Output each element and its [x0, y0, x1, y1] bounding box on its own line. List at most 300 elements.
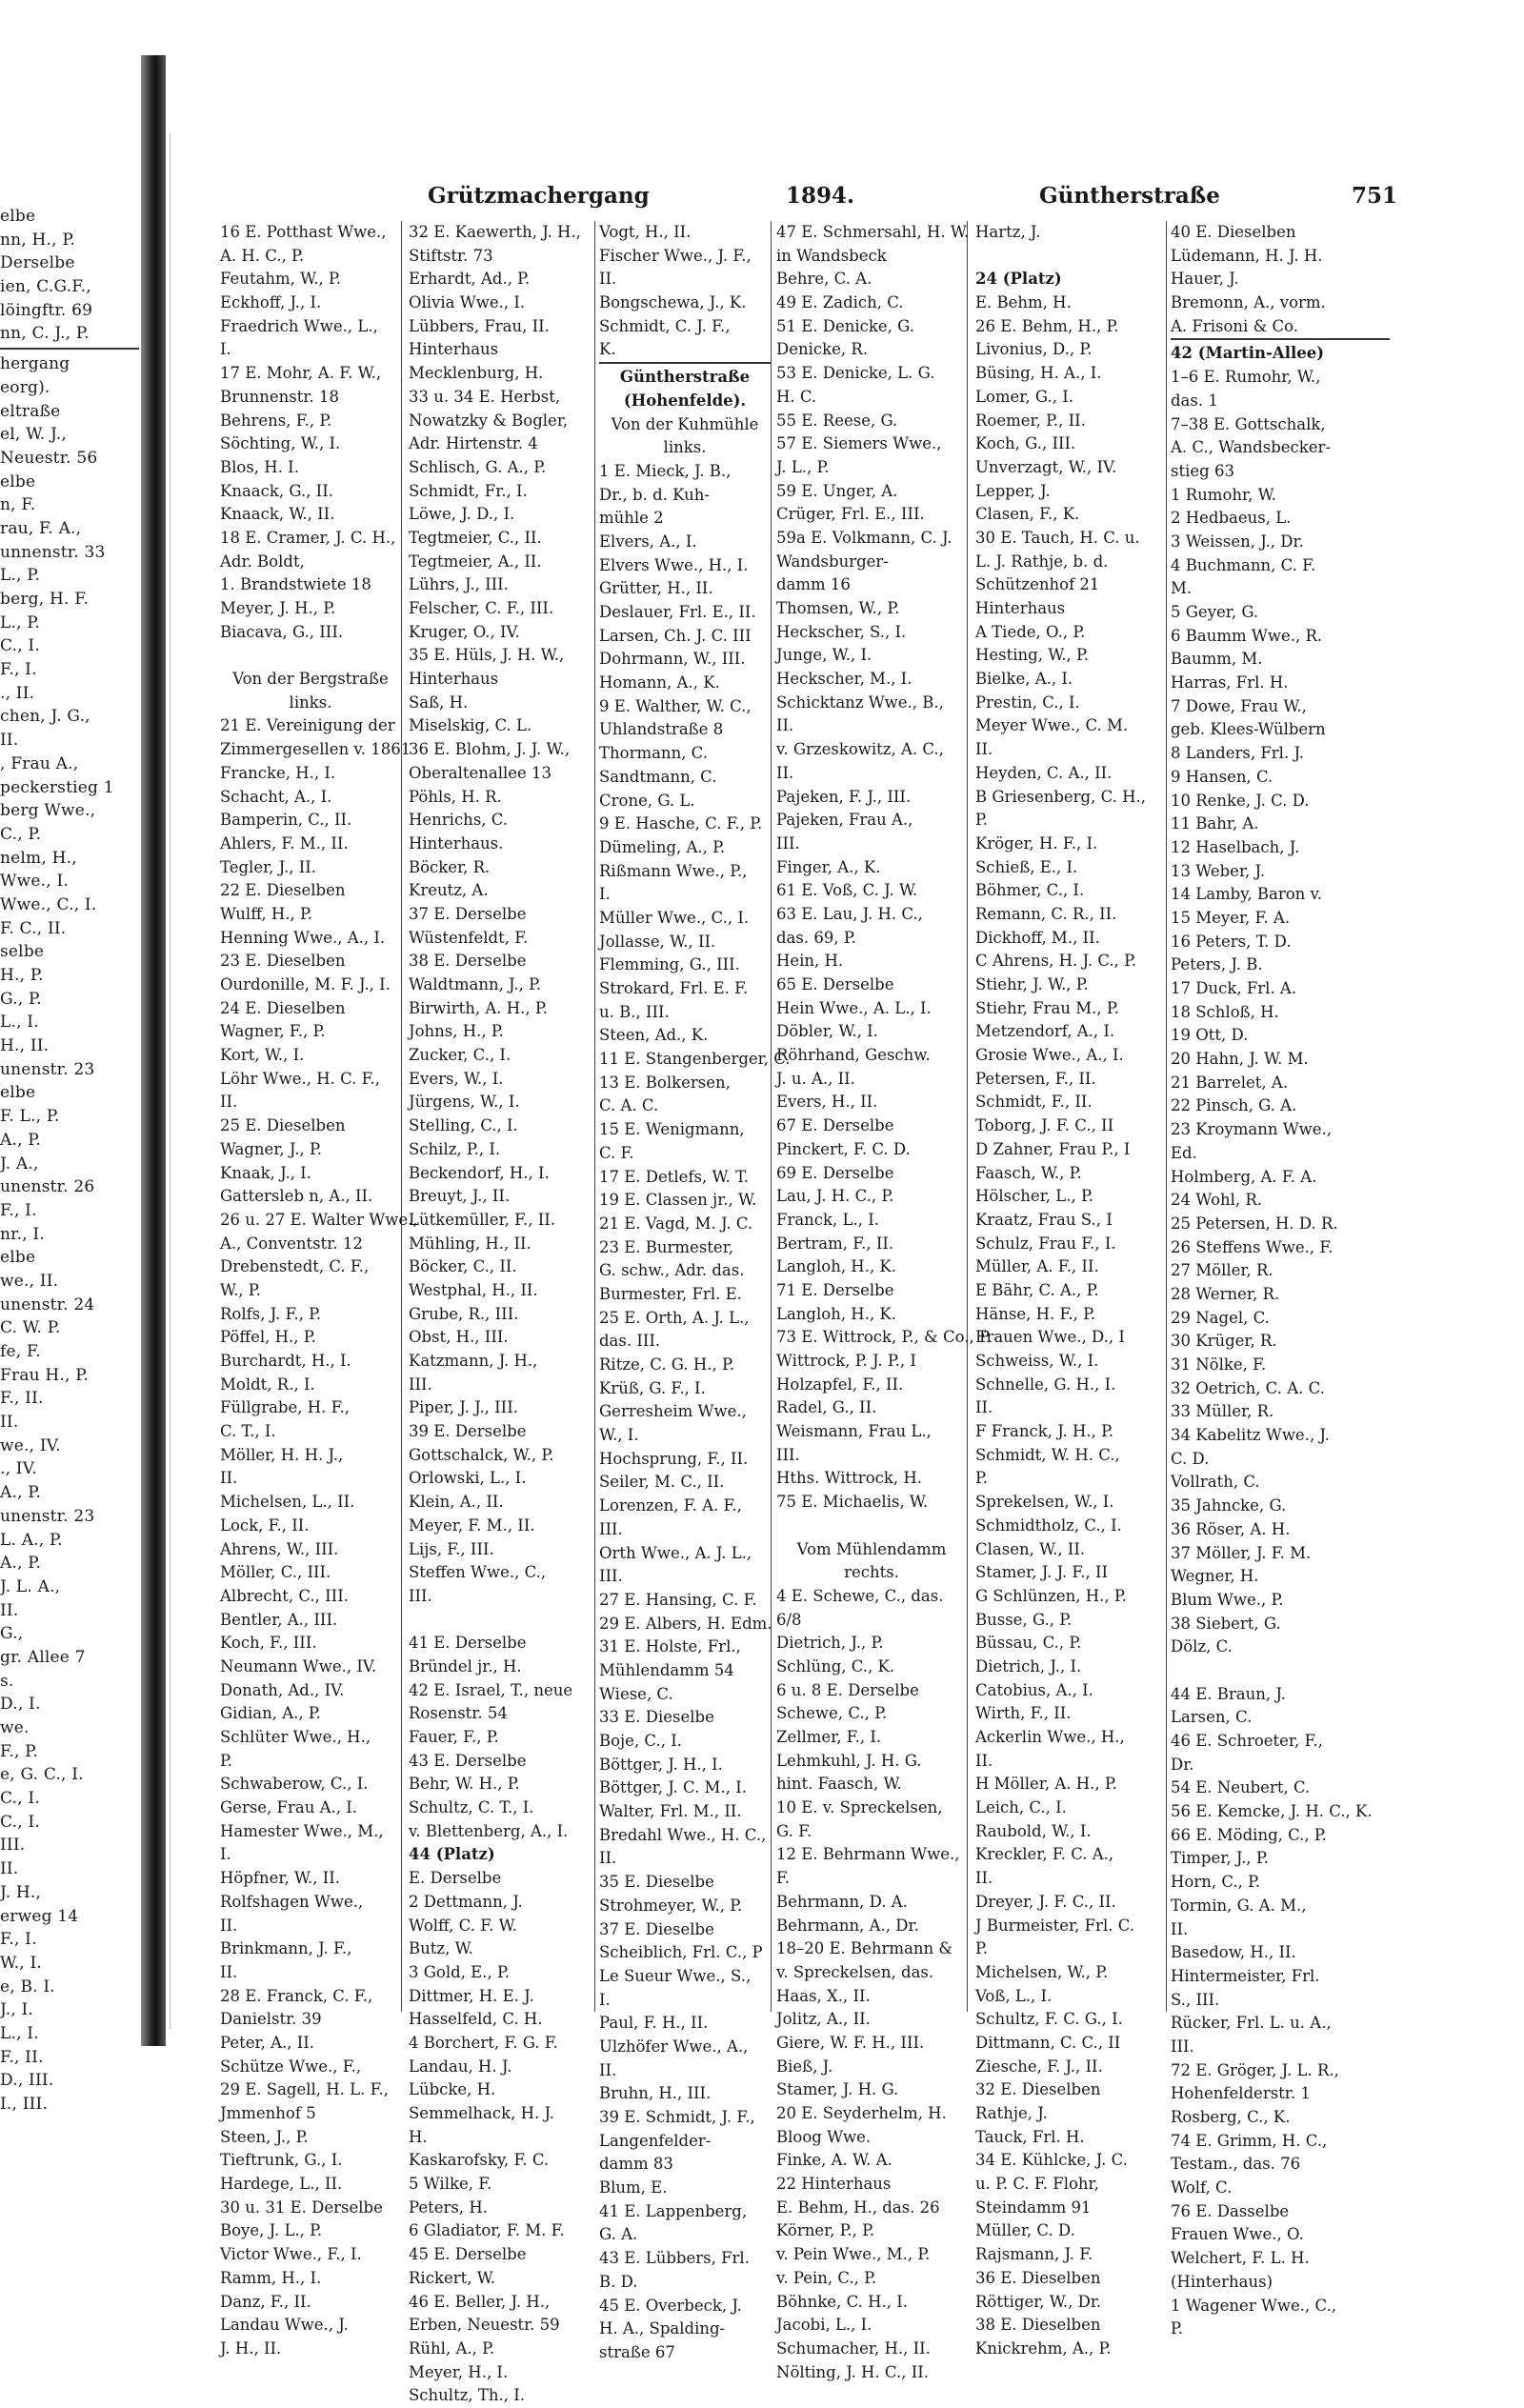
directory-entry-line: E. Behm, H., das. 26: [776, 2197, 940, 2217]
directory-entry-line: I.: [599, 1990, 611, 2009]
directory-entry-line: Wandsburger-: [776, 552, 889, 571]
directory-entry-line: Ourdonille, M. F. J., I.: [220, 975, 391, 993]
directory-entry-line: 23 Kroymann Wwe.,: [1171, 1120, 1333, 1139]
directory-entry-line: W., I.: [599, 1426, 639, 1445]
directory-entry-line: Ziesche, F. J., II.: [975, 2057, 1103, 2076]
directory-entry-line: 26 u. 27 E. Walter Wwe.,: [220, 1210, 418, 1229]
directory-entry-line: Testam., das. 76: [1171, 2155, 1301, 2174]
facing-page-line: I., III.: [0, 2095, 49, 2114]
directory-entry-line: 31 Nölke, F.: [1171, 1355, 1267, 1374]
directory-entry-line: 17 E. Mohr, A. F. W.,: [220, 364, 382, 383]
directory-entry-line: Büsing, H. A., I.: [975, 364, 1102, 383]
directory-entry-line: Tegler, J., II.: [220, 857, 317, 876]
directory-entry-line: Evers, W., I.: [409, 1069, 504, 1088]
directory-entry-line: 26 Steffens Wwe., F.: [1171, 1237, 1334, 1256]
directory-entry-line: Schnelle, G. H., I.: [975, 1375, 1116, 1394]
directory-entry-line: 8 Landers, Frl. J.: [1171, 744, 1305, 763]
directory-entry-line: Toborg, J. F. C., II: [975, 1116, 1114, 1135]
directory-entry-line: 73 E. Wittrock, P., & Co., P.: [776, 1328, 992, 1347]
directory-entry-line: u. B., III.: [599, 1002, 670, 1021]
directory-entry-line: hint. Faasch, W.: [776, 1775, 902, 1794]
directory-entry-line: 21 E. Vereinigung der: [220, 716, 395, 735]
directory-entry-line: Müller, C. D.: [975, 2221, 1075, 2240]
facing-page-line: L., I.: [0, 2023, 39, 2043]
directory-entry-line: Löhr Wwe., H. C. F.,: [220, 1069, 381, 1088]
directory-entry-line: Kröger, H. F., I.: [975, 833, 1098, 853]
directory-entry-line: Rolfs, J. F., P.: [220, 1304, 322, 1323]
directory-entry-line: 38 E. Dieselben: [975, 2316, 1101, 2335]
directory-entry-line: Bredahl Wwe., H. C.,: [599, 1825, 767, 1844]
directory-entry-line: II.: [599, 1849, 617, 1868]
directory-entry-line: Piper, J. J., III.: [409, 1398, 518, 1417]
directory-entry-line: Catobius, A., I.: [975, 1680, 1093, 1699]
facing-page-line: D., I.: [0, 1695, 41, 1715]
facing-page-line: nn, C. J., P.: [0, 324, 90, 344]
facing-page-line: rau, F. A.,: [0, 518, 82, 538]
directory-entry-line: 25 Petersen, H. D. R.: [1171, 1214, 1338, 1233]
directory-entry-line: Schmidt, Fr., I.: [409, 481, 528, 500]
directory-entry-line: Tauck, Frl. H.: [975, 2127, 1085, 2146]
directory-column-4: [776, 221, 992, 2381]
directory-entry-line: Lüdemann, H. J. H.: [1171, 246, 1323, 265]
directory-entry-line: Sandtmann, C.: [599, 767, 717, 786]
directory-entry-line: 25 E. Orth, A. J. L.,: [599, 1308, 750, 1327]
directory-entry-line: C Ahrens, H. J. C., P.: [975, 952, 1137, 971]
directory-entry-line: Behrmann, D. A.: [776, 1892, 908, 1911]
directory-entry-line: 28 E. Franck, C. F.,: [220, 1986, 373, 2005]
directory-entry-line: Neumann Wwe., IV.: [220, 1656, 377, 1676]
directory-entry-line: 24 Wohl, R.: [1171, 1191, 1263, 1210]
directory-entry-line: Albrecht, C., III.: [220, 1586, 349, 1605]
directory-entry-line: Lorenzen, F. A. F.,: [599, 1496, 742, 1515]
directory-entry-line: Meyer, H., I.: [409, 2362, 509, 2381]
directory-entry-line: Evers, H., II.: [776, 1093, 878, 1112]
directory-entry-line: Böcker, R.: [409, 857, 491, 876]
directory-entry-line: Tormin, G. A. M.,: [1171, 1896, 1307, 1915]
directory-entry-line: Behre, C. A.: [776, 270, 872, 289]
directory-entry-line: Brinkmann, J. F.,: [220, 1939, 352, 1958]
directory-entry-line: Butz, W.: [409, 1939, 473, 1958]
directory-entry-line: Schlüng, C., K.: [776, 1656, 895, 1676]
facing-page-line: L., I.: [0, 1013, 39, 1033]
directory-entry-line: Elvers, A., I.: [599, 532, 697, 551]
directory-entry-line: Klein, A., II.: [409, 1493, 504, 1512]
directory-entry-line: Lijs, F., III.: [409, 1539, 494, 1558]
directory-entry-line: 28 Werner, R.: [1171, 1284, 1280, 1303]
directory-entry-line: Knaack, G., II.: [220, 481, 333, 500]
directory-entry-line: Strokard, Frl. E. F.: [599, 979, 749, 997]
directory-entry-line: Fraedrich Wwe., L.,: [220, 316, 378, 335]
directory-entry-line: 9 E. Hasche, C. F., P.: [599, 814, 763, 833]
facing-page-line: Neuestr. 56: [0, 448, 98, 468]
directory-entry-line: II.: [599, 2060, 617, 2079]
section-rule: [1171, 338, 1390, 340]
directory-entry-line: A. C., Wandsbecker-: [1171, 438, 1331, 457]
directory-entry-line: 18 Schloß, H.: [1171, 1002, 1279, 1021]
directory-entry-line: Henning Wwe., A., I.: [220, 928, 386, 947]
directory-entry-line: 3 Weissen, J., Dr.: [1171, 532, 1304, 551]
directory-entry-line: Heyden, C. A., II.: [975, 763, 1113, 782]
directory-entry-line: II.: [220, 1093, 238, 1112]
directory-entry-line: 42 E. Israel, T., neue: [409, 1680, 573, 1699]
facing-page-line: A., P.: [0, 1554, 42, 1574]
facing-page-line: A., P.: [0, 1483, 42, 1503]
directory-entry-line: Lübcke, H.: [409, 2080, 496, 2099]
directory-entry-line: Burmester, Frl. E.: [599, 1284, 742, 1303]
directory-entry-line: Vom Mühlendamm: [796, 1539, 947, 1558]
directory-entry-line: 75 E. Michaelis, W.: [776, 1493, 929, 1512]
directory-entry-line: 17 Duck, Frl. A.: [1171, 979, 1297, 997]
facing-page-line: unenstr. 24: [0, 1294, 95, 1314]
directory-entry-line: II.: [776, 716, 794, 735]
directory-entry-line: Hintermeister, Frl.: [1171, 1966, 1320, 1985]
directory-entry-line: W., P.: [220, 1280, 261, 1299]
directory-entry-line: 9 Hansen, C.: [1171, 767, 1273, 786]
directory-entry-line: links.: [663, 438, 707, 457]
directory-entry-line: 40 E. Dieselben: [1171, 223, 1296, 241]
directory-entry-line: Meyer Wwe., C. M.: [975, 716, 1129, 735]
directory-entry-line: 29 E. Sagell, H. L. F.,: [220, 2080, 389, 2099]
directory-entry-line: Böcker, C., II.: [409, 1257, 517, 1276]
directory-entry-line: Finger, A., K.: [776, 857, 881, 876]
directory-entry-line: Hasselfeld, C. H.: [409, 2010, 543, 2029]
directory-entry-line: 20 E. Seyderhelm, H.: [776, 2104, 947, 2122]
directory-entry-line: 13 E. Bolkersen,: [599, 1073, 731, 1092]
directory-entry-line: K.: [599, 340, 616, 359]
directory-entry-line: 7 Dowe, Frau W.,: [1171, 696, 1307, 715]
directory-entry-line: Schlisch, G. A., P.: [409, 457, 547, 476]
directory-entry-line: Leich, C., I.: [975, 1798, 1067, 1817]
directory-entry-line: Döbler, W., I.: [776, 1022, 878, 1041]
directory-entry-line: 21 Barrelet, A.: [1171, 1073, 1289, 1092]
directory-entry-line: Ahrens, W., III.: [220, 1539, 339, 1558]
facing-page-line: eltraße: [0, 401, 61, 421]
directory-entry-line: 74 E. Grimm, H. C.,: [1171, 2131, 1328, 2150]
directory-entry-line: C. A. C.: [599, 1096, 659, 1115]
directory-entry-line: 2 Dettmann, J.: [409, 1892, 523, 1911]
directory-entry-line: Weismann, Frau L.,: [776, 1422, 932, 1441]
facing-page-line: W., I.: [0, 1953, 43, 1973]
facing-page-line: II.: [0, 1413, 19, 1433]
directory-entry-line: Hölscher, L., P.: [975, 1187, 1093, 1206]
facing-page-line: fe, F.: [0, 1342, 41, 1361]
directory-entry-line: 53 E. Denicke, L. G.: [776, 364, 935, 383]
directory-entry-line: III.: [776, 833, 800, 853]
directory-entry-line: 35 E. Hüls, J. H. W.,: [409, 646, 565, 665]
facing-page-line: unenstr. 23: [0, 1059, 95, 1079]
directory-entry-line: Sprekelsen, W., I.: [975, 1493, 1114, 1512]
facing-page-line: Derselbe: [0, 253, 75, 273]
facing-page-line: III.: [0, 1836, 26, 1856]
directory-entry-line: 5 Geyer, G.: [1171, 603, 1259, 621]
directory-entry-line: 27 Möller, R.: [1171, 1261, 1273, 1280]
facing-page-line: H., II.: [0, 1036, 50, 1056]
directory-entry-line: Mühlendamm 54: [599, 1660, 734, 1679]
directory-entry-line: Von der Kuhmühle: [611, 414, 759, 433]
directory-entry-line: Höpfner, W., II.: [220, 1869, 341, 1888]
directory-entry-line: 23 E. Dieselben: [220, 952, 346, 971]
page-number: 751: [1352, 183, 1398, 209]
directory-entry-line: 56 E. Kemcke, J. H. C., K.: [1171, 1802, 1373, 1821]
directory-entry-line: Franck, L., I.: [776, 1210, 879, 1229]
directory-entry-line: 36 E. Dieselben: [975, 2268, 1101, 2287]
facing-page-line: nn, H., P.: [0, 230, 76, 250]
directory-entry-line: Schultz, F. C. G., I.: [975, 2010, 1123, 2029]
directory-entry-line: 15 E. Wenigmann,: [599, 1120, 745, 1139]
directory-entry-line: Michelsen, L., II.: [220, 1493, 355, 1512]
directory-entry-line: 22 Hinterhaus: [776, 2175, 892, 2194]
directory-entry-line: Böttger, J. H., I.: [599, 1755, 723, 1774]
facing-page-line: n, F.: [0, 495, 36, 515]
directory-entry-line: 30 u. 31 E. Derselbe: [220, 2197, 383, 2217]
directory-entry-line: Clasen, F., K.: [975, 505, 1080, 524]
directory-entry-line: Dickhoff, M., II.: [975, 928, 1100, 947]
directory-entry-line: links.: [289, 692, 332, 712]
directory-entry-line: Röhrhand, Geschw.: [776, 1046, 931, 1065]
directory-entry-line: Bongschewa, J., K.: [599, 293, 747, 312]
directory-entry-line: stieg 63: [1171, 461, 1234, 480]
facing-page-line: II.: [0, 1859, 19, 1879]
directory-entry-line: 47 E. Schmersahl, H. W.: [776, 223, 970, 241]
facing-page-line: ., II.: [0, 683, 35, 703]
directory-entry-line: Brunnenstr. 18: [220, 387, 339, 406]
directory-entry-line: Koch, F., III.: [220, 1634, 317, 1653]
directory-entry-line: 38 E. Derselbe: [409, 952, 527, 971]
facing-page-line: C., I.: [0, 1789, 40, 1809]
directory-entry-line: 6 Gladiator, F. M. F.: [409, 2221, 565, 2240]
directory-entry-line: Wegner, H.: [1171, 1567, 1259, 1586]
directory-entry-line: Blum Wwe., P.: [1171, 1590, 1284, 1609]
directory-entry-line: Lübbers, Frau, II.: [409, 316, 550, 335]
directory-entry-line: Drebenstedt, C. F.,: [220, 1257, 370, 1276]
directory-entry-line: Uhlandstraße 8: [599, 720, 724, 739]
directory-entry-line: mühle 2: [599, 509, 664, 528]
directory-entry-line: 29 E. Albers, H. Edm.: [599, 1614, 772, 1633]
directory-entry-line: C. D.: [1171, 1449, 1210, 1468]
directory-entry-line: Walter, Frl. M., II.: [599, 1802, 742, 1821]
directory-entry-line: Tegtmeier, C., II.: [409, 528, 542, 547]
directory-entry-line: Schwaberow, C., I.: [220, 1775, 369, 1794]
directory-entry-line: H. C.: [776, 387, 817, 406]
directory-entry-line: 7–38 E. Gottschalk,: [1171, 414, 1326, 433]
directory-entry-line: Harras, Frl. H.: [1171, 673, 1289, 692]
directory-entry-line: Vollrath, C.: [1171, 1473, 1260, 1492]
directory-entry-line: II.: [975, 1869, 993, 1888]
directory-entry-line: III.: [599, 1567, 623, 1586]
directory-entry-line: rechts.: [844, 1563, 899, 1582]
directory-entry-line: 76 E. Dasselbe: [1171, 2201, 1290, 2220]
directory-entry-line: I.: [599, 885, 611, 904]
directory-entry-line: 42 (Martin-Allee): [1171, 344, 1325, 363]
directory-entry-line: Saß, H.: [409, 692, 469, 712]
directory-entry-line: Baumm, M.: [1171, 650, 1263, 669]
directory-entry-line: Bieß, J.: [776, 2057, 833, 2076]
directory-entry-line: I.: [220, 1845, 231, 1864]
directory-entry-line: Bentler, A., III.: [220, 1610, 338, 1629]
directory-entry-line: Donath, Ad., IV.: [220, 1680, 345, 1699]
directory-entry-line: Welchert, F. L. H.: [1171, 2249, 1310, 2268]
directory-entry-line: Steen, Ad., K.: [599, 1026, 709, 1045]
facing-page-line: nelm, H.,: [0, 848, 77, 868]
directory-entry-line: 11 E. Stangenberger, C.: [599, 1050, 791, 1069]
directory-entry-line: 44 (Platz): [409, 1845, 495, 1864]
directory-entry-line: Blum, E.: [599, 2178, 668, 2197]
directory-entry-line: Johns, H., P.: [409, 1022, 504, 1041]
directory-entry-line: damm 83: [599, 2155, 673, 2174]
directory-entry-line: Wagner, J., P.: [220, 1139, 322, 1158]
directory-entry-line: Nölting, J. H. C., II.: [776, 2362, 929, 2381]
directory-entry-line: Jmmenhof 5: [220, 2104, 316, 2122]
directory-entry-line: Birwirth, A. H., P.: [409, 998, 548, 1017]
directory-entry-line: 5 Wilke, F.: [409, 2175, 492, 2194]
directory-entry-line: Ritze, C. G. H., P.: [599, 1355, 735, 1374]
facing-page-line: s.: [0, 1671, 14, 1691]
directory-entry-line: III.: [409, 1375, 432, 1394]
directory-entry-line: Stiehr, Frau M., P.: [975, 998, 1119, 1017]
directory-entry-line: Boje, C., I.: [599, 1732, 682, 1750]
directory-entry-line: 3 Gold, E., P.: [409, 1962, 510, 1981]
directory-entry-line: 33 E. Dieselbe: [599, 1708, 714, 1727]
directory-entry-line: Wolf, C.: [1171, 2178, 1233, 2197]
directory-entry-line: 45 E. Overbeck, J.: [599, 2296, 742, 2315]
directory-entry-line: Hinterhaus.: [409, 833, 504, 853]
directory-entry-line: Hauer, J.: [1171, 270, 1239, 289]
directory-entry-line: Löwe, J. D., I.: [409, 505, 515, 524]
directory-entry-line: M.: [1171, 579, 1193, 598]
directory-entry-line: Pöffel, H., P.: [220, 1328, 316, 1347]
facing-page-line: chen, J. G.,: [0, 707, 90, 727]
facing-page-line: we., IV.: [0, 1435, 61, 1455]
facing-page-line: F., II.: [0, 2047, 44, 2067]
directory-entry-line: Meyer, F. M., II.: [409, 1515, 535, 1535]
directory-entry-line: Crone, G. L.: [599, 791, 695, 810]
directory-entry-line: 4 Borchert, F. G. F.: [409, 2033, 558, 2052]
directory-entry-line: 37 E. Dieselbe: [599, 1919, 714, 1938]
directory-entry-line: 69 E. Derselbe: [776, 1163, 894, 1182]
directory-entry-line: II.: [1171, 1919, 1189, 1938]
directory-entry-line: Stiftstr. 73: [409, 246, 493, 265]
directory-entry-line: Dr., b. d. Kuh-: [599, 485, 710, 504]
facing-page-line: gr. Allee 7: [0, 1647, 86, 1667]
directory-entry-line: Füllgrabe, H. F.,: [220, 1398, 350, 1417]
directory-entry-line: [409, 1609, 594, 1633]
directory-entry-line: Holzapfel, F., II.: [776, 1375, 904, 1394]
directory-entry-line: 66 E. Möding, C., P.: [1171, 1825, 1327, 1844]
facing-page-line: we.: [0, 1718, 30, 1737]
directory-entry-line: P.: [975, 811, 989, 830]
directory-entry-line: Rosenstr. 54: [409, 1704, 508, 1723]
directory-entry-line: Junge, W., I.: [776, 646, 872, 665]
facing-page-line: elbe: [0, 472, 36, 492]
directory-entry-line: Wulff, H., P.: [220, 904, 312, 923]
directory-entry-line: Hesting, W., P.: [975, 646, 1090, 665]
directory-entry-line: Livonius, D., P.: [975, 340, 1093, 359]
directory-entry-line: I.: [220, 340, 231, 359]
directory-entry-line: 1 Rumohr, W.: [1171, 485, 1276, 504]
directory-entry-line: H.: [409, 2127, 428, 2146]
directory-entry-line: Wüstenfeldt, F.: [409, 928, 529, 947]
directory-entry-line: S., III.: [1171, 1990, 1220, 2009]
directory-entry-line: Clasen, W., II.: [975, 1539, 1086, 1558]
directory-entry-line: P.: [975, 1469, 989, 1488]
directory-entry-line: B Griesenberg, C. H.,: [975, 787, 1147, 806]
directory-entry-line: 45 E. Derselbe: [409, 2245, 527, 2264]
facing-page-line: C. W. P.: [0, 1318, 61, 1338]
directory-column-6: [1171, 221, 1390, 2338]
directory-entry-line: Remann, C. R., II.: [975, 904, 1117, 923]
directory-entry-line: 10 E. v. Spreckelsen,: [776, 1798, 943, 1817]
directory-entry-line: Schacht, A., I.: [220, 787, 332, 806]
directory-entry-line: 13 Weber, J.: [1171, 861, 1266, 880]
directory-entry-line: Schmidt, F., II.: [975, 1093, 1093, 1112]
directory-entry-line: J. L., P.: [776, 457, 830, 476]
directory-entry-line: 71 E. Derselbe: [776, 1280, 894, 1299]
directory-entry-line: 43 E. Lübbers, Frl.: [599, 2249, 750, 2268]
directory-entry-line: Kaskarofsky, F. C.: [409, 2151, 550, 2170]
directory-entry-line: Hochsprung, F., II.: [599, 1449, 749, 1468]
facing-page-line: eorg).: [0, 377, 50, 397]
directory-entry-line: 19 Ott, D.: [1171, 1026, 1249, 1045]
running-head-left: Grützmachergang: [428, 183, 650, 209]
directory-entry-line: Möller, H. H. J.,: [220, 1445, 344, 1464]
directory-entry-line: 6 Baumm Wwe., R.: [1171, 626, 1323, 645]
directory-entry-line: Grube, R., III.: [409, 1304, 519, 1323]
running-head: [170, 183, 1485, 211]
directory-entry-line: Grütter, H., II.: [599, 579, 713, 598]
directory-entry-line: Peter, A., II.: [220, 2033, 315, 2052]
directory-entry-line: Bruhn, H., III.: [599, 2084, 712, 2103]
directory-entry-line: III.: [599, 1519, 623, 1538]
directory-entry-line: Zellmer, F., I.: [776, 1728, 882, 1746]
directory-entry-line: Lock, F., II.: [220, 1515, 310, 1535]
directory-entry-line: Dohrmann, W., III.: [599, 650, 746, 669]
directory-entry-line: Miselskig, C. L.: [409, 716, 532, 735]
directory-entry-line: Felscher, C. F., III.: [409, 599, 554, 617]
directory-entry-line: Landau Wwe., J.: [220, 2316, 349, 2335]
directory-entry-line: Boye, J. L., P.: [220, 2221, 323, 2240]
facing-page-line: erweg 14: [0, 1906, 79, 1926]
directory-entry-line: 16 E. Potthast Wwe.,: [220, 223, 387, 241]
directory-entry-line: Gerse, Frau A., I.: [220, 1798, 358, 1817]
directory-entry-line: Fauer, F., P.: [409, 1728, 499, 1746]
directory-entry-line: 16 Peters, T. D.: [1171, 932, 1292, 951]
directory-entry-line: geb. Klees-Wülbern: [1171, 720, 1326, 739]
directory-entry-line: Wiese, C.: [599, 1684, 673, 1703]
directory-entry-line: III.: [1171, 2037, 1194, 2056]
facing-page-line: F., I.: [0, 1930, 37, 1950]
directory-entry-line: Zucker, C., I.: [409, 1046, 511, 1065]
directory-entry-line: 26 E. Behm, H., P.: [975, 316, 1119, 335]
directory-entry-line: Körner, P., P.: [776, 2221, 875, 2240]
directory-entry-line: damm 16: [776, 575, 851, 594]
directory-entry-line: 33 u. 34 E. Herbst,: [409, 387, 561, 406]
directory-entry-line: Dietrich, J., I.: [975, 1656, 1082, 1676]
directory-entry-line: Behrens, F., P.: [220, 411, 332, 430]
directory-entry-line: Hänse, H. F., P.: [975, 1304, 1096, 1323]
directory-entry-line: Stelling, C., I.: [409, 1116, 518, 1135]
directory-entry-line: III.: [776, 1445, 800, 1464]
directory-entry-line: 41 E. Lappenberg,: [599, 2201, 748, 2220]
directory-entry-line: 1. Brandstwiete 18: [220, 575, 371, 594]
directory-entry-line: II.: [975, 740, 993, 759]
directory-entry-line: Schicktanz Wwe., B.,: [776, 692, 944, 712]
directory-entry-line: Koch, G., III.: [975, 434, 1076, 453]
facing-page-line: J. H.,: [0, 1882, 42, 1902]
directory-entry-line: Frauen Wwe., O.: [1171, 2225, 1304, 2244]
facing-page-line: C., I.: [0, 1812, 40, 1832]
directory-entry-line: Roemer, P., II.: [975, 411, 1086, 430]
directory-entry-line: Pajeken, F. J., III.: [776, 787, 912, 806]
